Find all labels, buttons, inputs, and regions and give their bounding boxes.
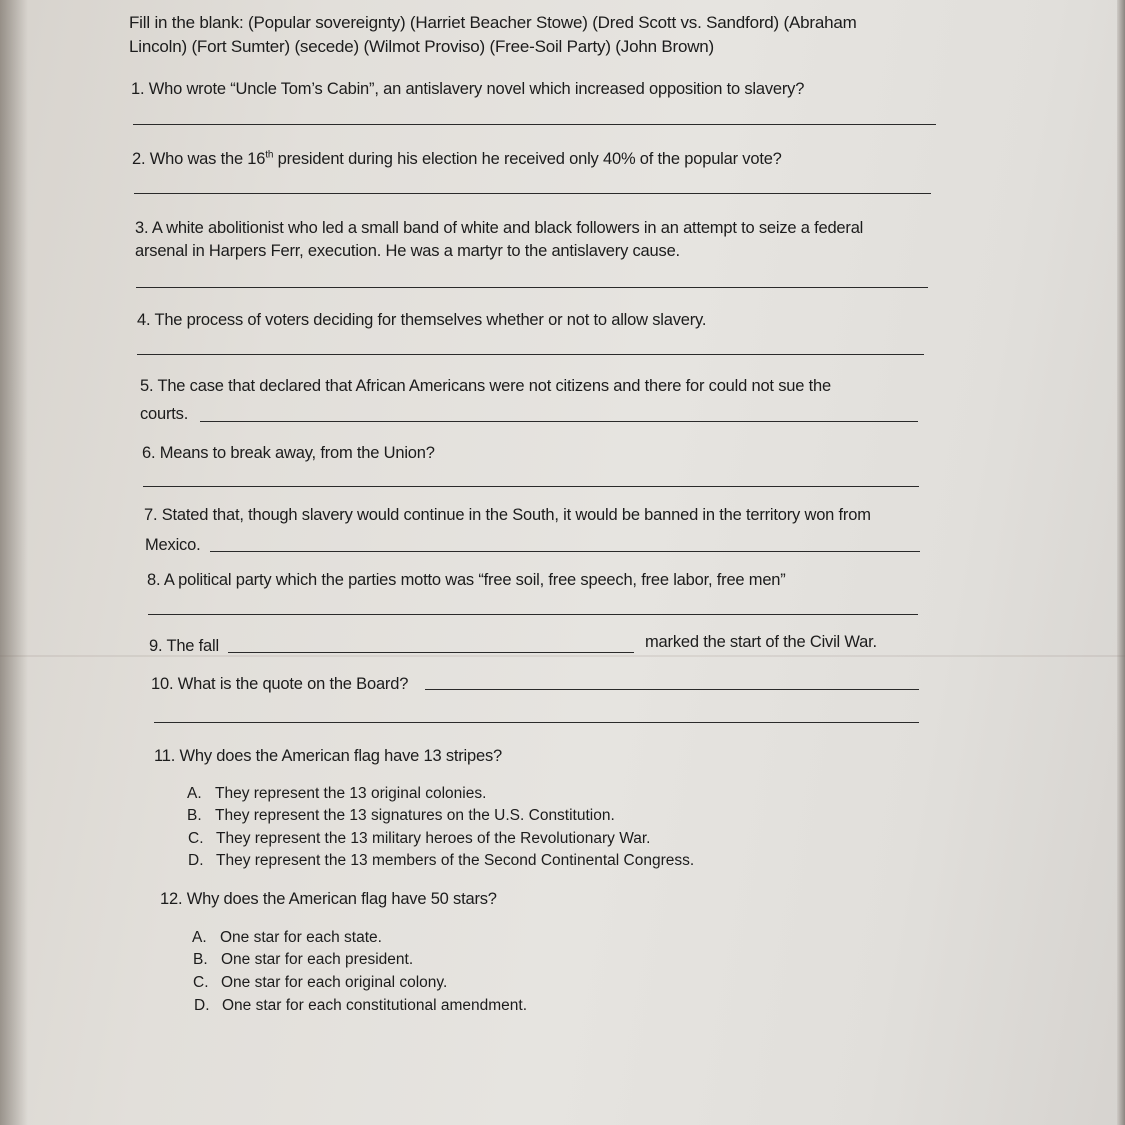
question-7-line-2: Mexico. (145, 536, 201, 554)
answer-blank-10a[interactable] (425, 689, 919, 690)
answer-blank-7[interactable] (210, 551, 920, 552)
answer-blank-9[interactable] (228, 652, 634, 653)
question-2: 2. Who was the 16th president during his election he received only 40% of the popular vote? (132, 149, 782, 168)
question-8: 8. A political party which the parties motto was “free soil, free speech, free labor, free men” (147, 571, 786, 589)
answer-blank-1[interactable] (133, 124, 936, 125)
answer-blank-5[interactable] (200, 421, 918, 422)
word-bank-line-2: Lincoln) (Fort Sumter) (secede) (Wilmot Proviso) (Free-Soil Party) (John Brown) (129, 37, 715, 56)
answer-blank-6[interactable] (143, 486, 919, 487)
question-12-option-d[interactable]: D. One star for each constitutional amendment. (194, 997, 527, 1014)
question-1: 1. Who wrote “Uncle Tom’s Cabin”, an antislavery novel which increased opposition to slavery? (131, 80, 805, 98)
question-9-start: 9. The fall (149, 637, 219, 655)
question-11-option-a[interactable]: A. They represent the 13 original colonies. (187, 785, 487, 802)
page-edge-shadow (0, 0, 28, 1125)
answer-blank-8[interactable] (148, 614, 918, 615)
question-10: 10. What is the quote on the Board? (151, 675, 409, 693)
question-11-option-d[interactable]: D. They represent the 13 members of the Second Continental Congress. (188, 852, 695, 869)
question-5-line-1: 5. The case that declared that African Americans were not citizens and there for could not sue the (140, 377, 831, 395)
answer-blank-4[interactable] (137, 354, 924, 355)
question-12-option-c[interactable]: C. One star for each original colony. (193, 974, 448, 991)
question-3-line-2: arsenal in Harpers Ferr, execution. He was a martyr to the antislavery cause. (135, 242, 680, 260)
question-3-line-1: 3. A white abolitionist who led a small band of white and black followers in an attempt to seize a federal (135, 219, 864, 237)
question-11-option-c[interactable]: C. They represent the 13 military heroes of the Revolutionary War. (188, 830, 651, 847)
question-6: 6. Means to break away, from the Union? (142, 444, 435, 462)
question-7-line-1: 7. Stated that, though slavery would continue in the South, it would be banned in the territory won from (144, 506, 871, 524)
page-right-edge (1117, 0, 1125, 1125)
answer-blank-2[interactable] (134, 193, 931, 194)
question-9-end: marked the start of the Civil War. (645, 633, 877, 651)
answer-blank-10b[interactable] (154, 722, 919, 723)
question-12-option-b[interactable]: B. One star for each president. (193, 951, 414, 968)
question-11: 11. Why does the American flag have 13 stripes? (154, 747, 502, 765)
question-4: 4. The process of voters deciding for themselves whether or not to allow slavery. (137, 311, 707, 329)
question-12: 12. Why does the American flag have 50 stars? (160, 890, 497, 908)
question-5-line-2: courts. (140, 405, 189, 423)
answer-blank-3[interactable] (136, 287, 928, 288)
word-bank-line-1: Fill in the blank: (Popular sovereignty) (Harriet Beacher Stowe) (Dred Scott vs. Sandford) (Abraham (129, 13, 857, 32)
question-12-option-a[interactable]: A. One star for each state. (192, 929, 382, 946)
question-11-option-b[interactable]: B. They represent the 13 signatures on the U.S. Constitution. (187, 807, 615, 824)
